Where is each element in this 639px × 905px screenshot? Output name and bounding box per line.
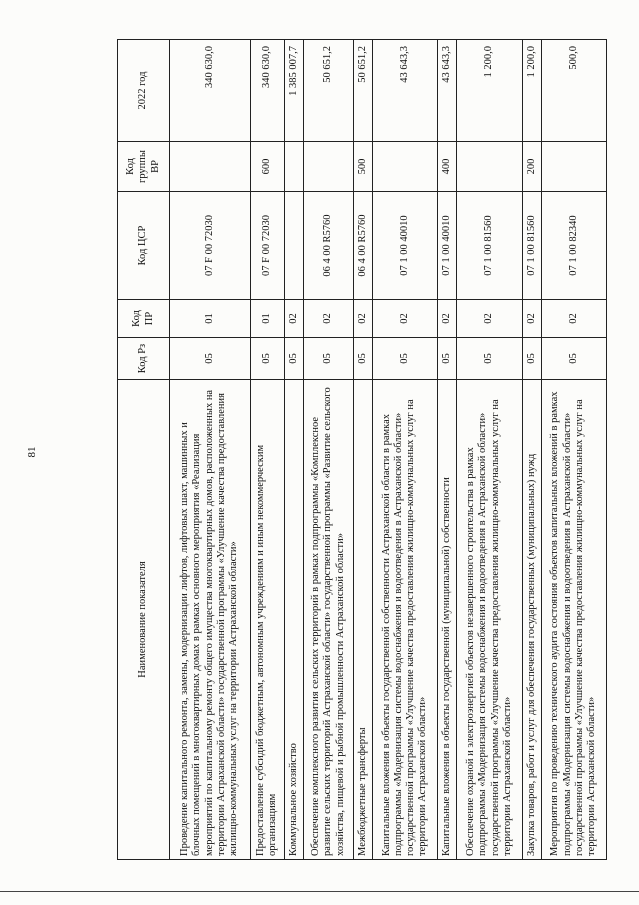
cell-name: Межбюджетные трансферты xyxy=(353,380,372,860)
header-pr: Код ПР xyxy=(118,300,170,338)
cell-csr: 07 F 00 72030 xyxy=(250,192,284,300)
cell-name: Обеспечение комплексного развития сельских территорий в рамках подпрограммы «Комплексное развитие сельских территорий Астраханской области» государственной программы «Развитие сельского хозяйства, пищевой и рыбной промышленности Астраханской области» xyxy=(304,380,354,860)
cell-amount: 50 651,2 xyxy=(353,40,372,142)
cell-rz: 05 xyxy=(522,338,541,380)
cell-vr xyxy=(457,142,522,192)
cell-vr: 600 xyxy=(250,142,284,192)
cell-rz: 05 xyxy=(373,338,438,380)
cell-rz: 05 xyxy=(541,338,606,380)
cell-name: Мероприятия по проведению технического аудита состояния объектов капитальных вложений в рамках подпрограммы «Модернизация системы водоснабжения и водоотведения в Астраханской области» государственной программы «Улучшение качества предоставления жилищно-коммунальных услуг на территории Астраханской области» xyxy=(541,380,606,860)
cell-rz: 05 xyxy=(285,338,304,380)
table-row xyxy=(304,40,354,860)
cell-rz: 05 xyxy=(438,338,457,380)
cell-csr: 07 1 00 81560 xyxy=(457,192,522,300)
table-row xyxy=(373,40,438,860)
cell-amount: 50 651,2 xyxy=(304,40,354,142)
cell-amount: 43 643,3 xyxy=(373,40,438,142)
cell-csr: 07 F 00 72030 xyxy=(170,192,251,300)
table-row xyxy=(285,40,304,860)
rotated-table-wrapper xyxy=(117,40,607,860)
table-row xyxy=(353,40,372,860)
cell-name: Предоставление субсидий бюджетным, автономным учреждениям и иным некоммерческим организациям xyxy=(250,380,284,860)
page-bottom-rule xyxy=(0,891,639,892)
cell-pr: 01 xyxy=(170,300,251,338)
page-number: 81 xyxy=(26,446,38,458)
cell-vr xyxy=(373,142,438,192)
cell-vr: 200 xyxy=(522,142,541,192)
cell-rz: 05 xyxy=(250,338,284,380)
cell-amount: 340 630,0 xyxy=(170,40,251,142)
cell-vr: 400 xyxy=(438,142,457,192)
cell-vr xyxy=(170,142,251,192)
header-csr: Код ЦСР xyxy=(118,192,170,300)
cell-rz: 05 xyxy=(170,338,251,380)
cell-pr: 01 xyxy=(250,300,284,338)
cell-rz: 05 xyxy=(457,338,522,380)
table-row xyxy=(541,40,606,860)
cell-csr: 07 1 00 82340 xyxy=(541,192,606,300)
cell-name: Закупка товаров, работ и услуг для обеспечения государственных (муниципальных) нужд xyxy=(522,380,541,860)
cell-csr: 06 4 00 R5760 xyxy=(304,192,354,300)
budget-table xyxy=(117,39,607,860)
cell-name: Коммунальное хозяйство xyxy=(285,380,304,860)
cell-rz: 05 xyxy=(353,338,372,380)
cell-csr: 06 4 00 R5760 xyxy=(353,192,372,300)
cell-csr: 07 1 00 81560 xyxy=(522,192,541,300)
cell-vr xyxy=(285,142,304,192)
cell-amount: 340 630,0 xyxy=(250,40,284,142)
table-row xyxy=(522,40,541,860)
cell-pr: 02 xyxy=(353,300,372,338)
header-rz: Код Рз xyxy=(118,338,170,380)
cell-amount: 43 643,3 xyxy=(438,40,457,142)
cell-vr: 500 xyxy=(353,142,372,192)
cell-pr: 02 xyxy=(285,300,304,338)
cell-pr: 02 xyxy=(541,300,606,338)
cell-name: Капитальные вложения в объекты государственной собственности Астраханской области в рамках подпрограммы «Модернизация системы водоснабжения и водоотведения в Астраханской области» государственной программы «Улучшение качества предоставления жилищно-коммунальных услуг на территории Астраханской области» xyxy=(373,380,438,860)
cell-name: Капитальные вложения в объекты государственной (муниципальной) собственности xyxy=(438,380,457,860)
cell-csr: 07 1 00 40010 xyxy=(438,192,457,300)
table-row xyxy=(250,40,284,860)
cell-amount: 1 200,0 xyxy=(457,40,522,142)
header-vr: Код группы ВР xyxy=(118,142,170,192)
cell-pr: 02 xyxy=(457,300,522,338)
table-header-row xyxy=(118,40,170,860)
cell-rz: 05 xyxy=(304,338,354,380)
cell-amount: 1 200,0 xyxy=(522,40,541,142)
cell-vr xyxy=(541,142,606,192)
cell-pr: 02 xyxy=(522,300,541,338)
table-row xyxy=(457,40,522,860)
table-row xyxy=(438,40,457,860)
cell-name: Обеспечение охраной и электроэнергией объектов незавершенного строительства в рамках подпрограммы «Модернизация системы водоснабжения и водоотведения в Астраханской области» государственной программы «Улучшение качества предоставления жилищно-коммунальных услуг на территории Астраханской области» xyxy=(457,380,522,860)
cell-csr: 07 1 00 40010 xyxy=(373,192,438,300)
cell-pr: 02 xyxy=(438,300,457,338)
header-name: Наименование показателя xyxy=(118,380,170,860)
table-row xyxy=(170,40,251,860)
cell-pr: 02 xyxy=(373,300,438,338)
cell-name: Проведение капитального ремонта, замены, модернизации лифтов, лифтовых шахт, машинных и блочных помещений в многоквартирных домах в рамках основного мероприятия «Реализация мероприятий по капитальному ремонту общего имущества многоквартирных домов, расположенных на территории Астраханской области» государственной программы «Улучшение качества предоставления жилищно-коммунальных услуг на территории Астраханской области» xyxy=(170,380,251,860)
cell-vr xyxy=(304,142,354,192)
cell-csr xyxy=(285,192,304,300)
cell-pr: 02 xyxy=(304,300,354,338)
cell-amount: 1 385 007,7 xyxy=(285,40,304,142)
cell-amount: 500,0 xyxy=(541,40,606,142)
header-year: 2022 год xyxy=(118,40,170,142)
